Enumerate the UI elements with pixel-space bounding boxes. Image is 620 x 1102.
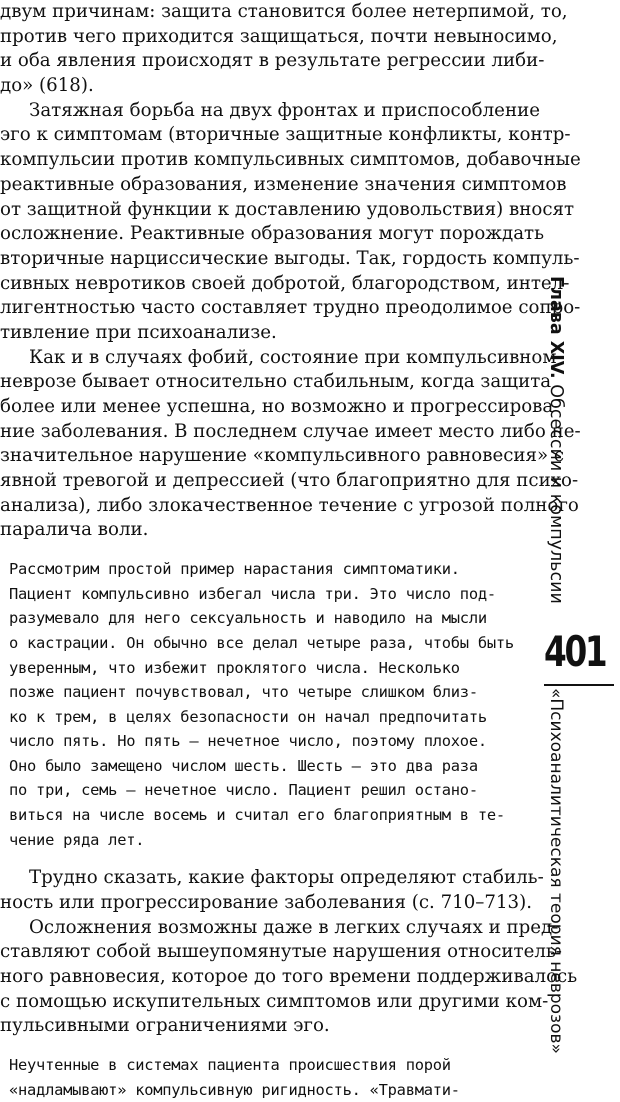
text-line: Затяжная борьба на двух фронтах и приспособление [29,99,540,121]
text-line: разумевало для него сексуальность и наводило на мысли [9,609,487,628]
text-line: Рассмотрим простой пример нарастания симптоматики. [9,560,460,579]
text-line: анализа), либо злокачественное течение с угрозой полного [0,494,579,516]
text-line: осложнение. Реактивные образования могут порождать [0,223,545,245]
chapter-title: Обсессии и компульсии [546,384,566,604]
text-line: и оба явления происходят в результате регрессии либи- [0,50,545,72]
text-line: позже пациент почувствовал, что четыре слишком близ- [9,683,478,702]
paragraph-gap [0,1039,520,1053]
text-line: Пациент компульсивно избегал числа три. Это число под- [9,584,496,603]
page-number-rule [544,684,614,686]
text-line: ставляют собой вышеупомянутые нарушения относитель- [0,941,562,963]
text-line: сивных невротиков своей добротой, благородством, интел- [0,272,570,294]
chapter-label: Глава XIV. [546,276,566,379]
paragraph-gap [0,852,520,866]
paragraph-3 [0,866,544,915]
example-paragraph [0,557,520,852]
text-line: ние заболевания. В последнем случае имеет место либо не- [0,420,581,442]
text-line: пульсивными ограничениями эго. [0,1015,330,1037]
intro-paragraph [0,0,568,99]
paragraph-gap [0,543,520,557]
text-line: ного равновесия, которое до того времени поддерживалось [0,966,578,987]
text-line: уверенным, что избежит проклятого числа. Несколько [9,658,460,677]
text-line: Осложнения возможны даже в легких случаях и пред- [29,916,559,938]
text-line: чение ряда лет. [9,830,145,849]
text-line: лигентностью часто составляет трудно преодолимое сопро- [0,297,581,319]
book-title: «Психоаналитическая теория неврозов» [546,688,566,1054]
text-line: до» (618). [0,75,94,97]
text-line: с помощью искупительных симптомов или другими ком- [0,990,549,1012]
text-line: паралича воли. [0,519,149,541]
page-number: 401 [544,627,606,676]
text-line: против чего приходится защищаться, почти невыносимо, [0,25,558,47]
text-line: двум причинам: защита становится более нетерпимой, то, [0,1,568,22]
text-line: компульсии против компульсивных симптомов, добавочные [0,149,581,171]
text-line: Трудно сказать, какие факторы определяют стабиль- [29,867,544,889]
text-line: реактивные образования, изменение значения симптомов [0,173,567,195]
text-line: ность или прогрессирование заболевания (с. 710–713). [0,891,532,913]
text-line: Как и в случаях фобий, состояние при компульсивном [29,346,557,368]
text-line: тивление при психоанализе. [0,321,277,343]
text-line: явной тревогой и депрессией (что благоприятно для психо- [0,470,579,492]
text-line: неврозе бывает относительно стабильным, когда защита [0,371,552,393]
text-line: Неучтенные в системах пациента происшествия порой [9,1056,451,1075]
text-line: Оно было замещено числом шесть. Шесть — это два раза [9,756,478,775]
paragraph-4 [0,916,578,1039]
example-paragraph-2 [0,1053,520,1102]
text-line: число пять. Но пять — нечетное число, поэтому плохое. [9,732,487,751]
text-line: о кастрации. Он обычно все делал четыре раза, чтобы быть [9,633,514,652]
text-line: «надламывают» компульсивную ригидность. «Травмати- [9,1080,460,1099]
text-line: вторичные нарциссические выгоды. Так, гордость компуль- [0,247,580,269]
text-line: ко к трем, в целях безопасности он начал предпочитать [9,707,487,726]
text-line: от защитной функции к доставлению удовольствия) вносят [0,198,575,220]
running-head [546,276,566,604]
text-line: эго к симптомам (вторичные защитные конфликты, контр- [0,124,571,146]
text-line: виться на числе восемь и считал его благоприятным в те- [9,806,505,825]
text-line: более или менее успешна, но возможно и прогрессирова- [0,396,560,417]
text-line: значительное нарушение «компульсивного равновесия» с [0,445,565,467]
text-line: по три, семь — нечетное число. Пациент решил остано- [9,781,478,800]
